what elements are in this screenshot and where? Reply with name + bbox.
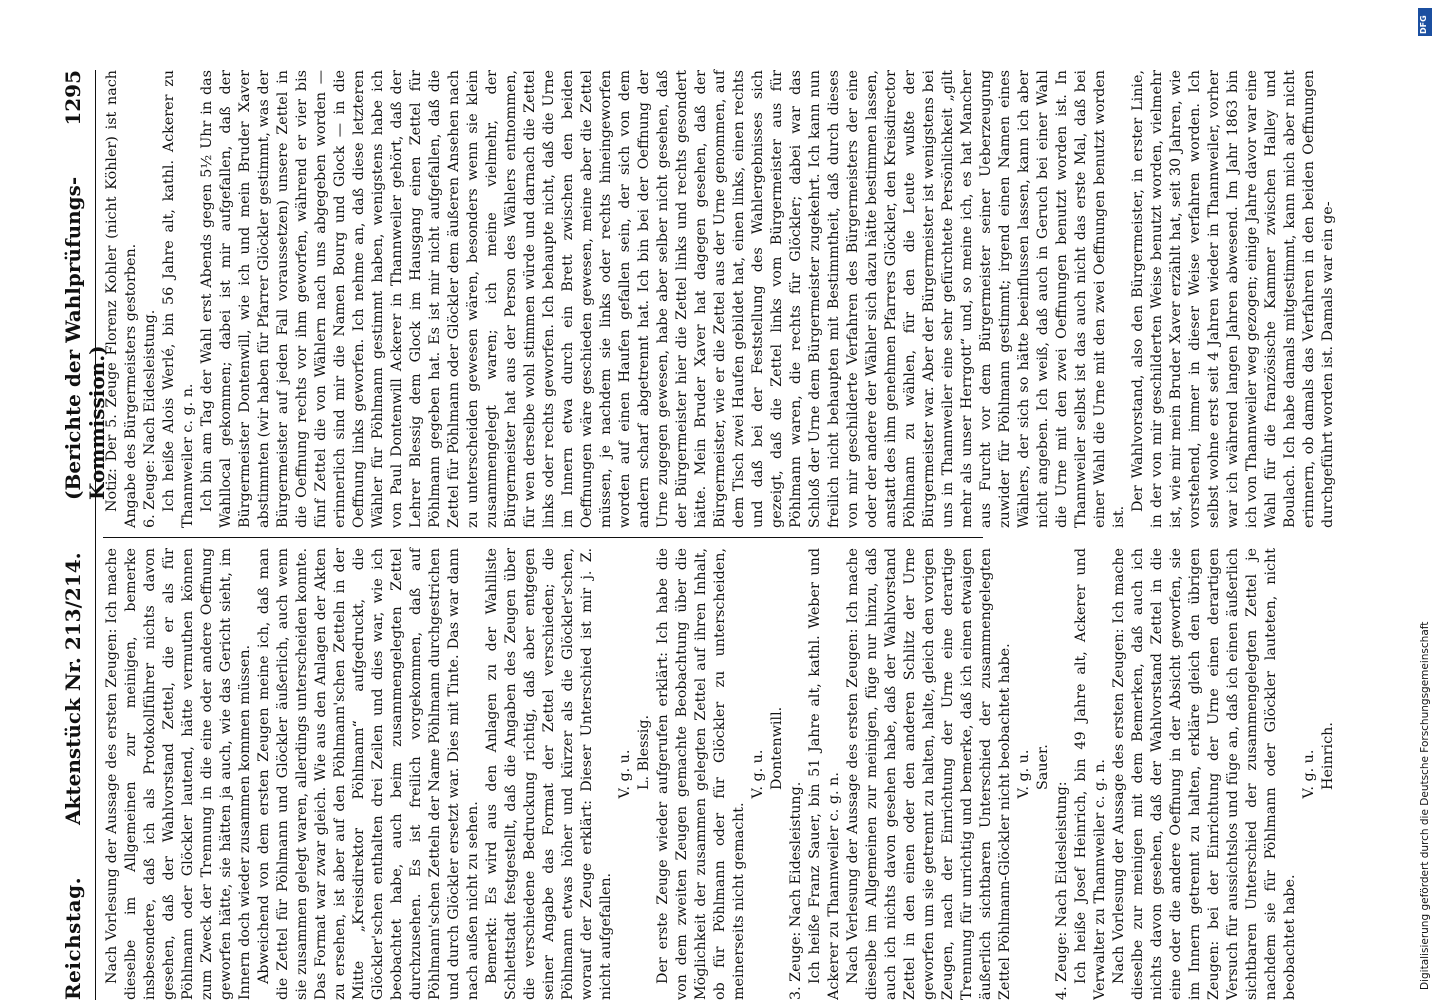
left-signature-mark: V. g. u. xyxy=(750,749,766,799)
left-paragraph: Abweichend von dem ersten Zeugen meine ich, daß man die Zettel für Pöhlmann und Glöckler äußerlich, auch wenn sie zusammen gelegt waren, allerdings unterscheiden konnte. Das Format war zwar gleich. Wie aus den Anlagen der Akten zu ersehen, ist aber auf den Pöhlmann'schen Zetteln in der Mitte „Kreisdirektor Pöhlmann“ aufgedruckt, die Glöckler'schen enthalten drei Zeilen und dies war, wie ich beobachtet habe, auch beim zusammengelegten Zettel durchzusehen. Es ist freilich vorgekommen, daß auf Pöhlmann'schen Zetteln der Name Pöhlmann durchgestrichen und durch Glöckler ersetzt war. Dies mit Tinte. Das war dann nach außen nicht zu sehen. xyxy=(256,548,481,1000)
right-paragraph: Notiz: Der 5. Zeuge Florenz Kohler (nicht Köhler) ist nach Angabe des Bürgermeisters gestorben. xyxy=(104,70,139,528)
page-number: 1295 xyxy=(61,70,85,126)
left-signature-name: Heinrich. xyxy=(1320,722,1336,790)
left-paragraph: Der erste Zeuge wieder aufgerufen erklärt: Ich habe die von dem zweiten Zeugen gemachte Beobachtung über die Möglichkeit der zusammen gelegten Zettel auf ihren Inhalt, ob für Pöhlmann oder für Glöckler zu unterscheiden, meinerseits nicht gemacht. xyxy=(655,548,747,1000)
header-aktenstueck: Aktenstück Nr. 213/214. xyxy=(61,552,85,825)
left-paragraph: Nach Vorlesung der Aussage des ersten Zeugen: Ich mache dieselbe zur meinigen mit dem Bemerken, daß auch ich nichts davon gesehen, daß der Wahlvorstand Zettel in die eine oder die andere Oeffnung in der Absicht geworfen, sie im Innern getrennt zu halten, erkläre gleich den übrigen Zeugen: bei der Einrichtung der Urne einen derartigen Versuch für aussichtslos und füge an, daß ich einen äußerlich sichtbaren Unterschied der zusammengelegten Zettel je nachdem sie für Pöhlmann oder Glöckler lauteten, nicht beobachtet habe. xyxy=(1111,548,1298,1000)
left-signature-name: Sauer. xyxy=(1035,744,1051,790)
text-column-right xyxy=(103,70,1343,528)
digitization-note-text: Digitalisierung gefördert durch die Deutsche Forschungsgemeinschaft xyxy=(1419,621,1431,990)
right-paragraph: Der Wahlvorstand, also den Bürgermeister, in erster Linie, in der von mir geschilderten Weise benutzt worden, vielmehr ist, wie mir mein Bruder Xaver erzählt hat, seit 30 Jahren, wie vorstehend, immer in dieser Weise verfahren worden. Ich selbst wohne erst seit 4 Jahren wieder in Thannweiler, vorher war ich während langen Jahren abwesend. Im Jahr 1863 bin ich von Thannweiler weg gezogen; einige Jahre davor war eine Wahl für die französische Kammer zwischen Halley und Boulach. Ich habe damals mitgestimmt, kann mich aber nicht erinnern, ob damals das Verfahren in den beiden Oeffnungen durchgeführt worden ist. Damals war ein ge- xyxy=(1130,70,1336,528)
left-paragraph: Nach Verlesung der Aussage des ersten Zeugen: Ich mache dieselbe im Allgemeinen zur meinigen, füge nur hinzu, daß auch ich nichts davon gesehen habe, daß der Wahlvorstand Zettel in den einen oder den anderen Schlitz der Urne geworfen um sie getrennt zu halten, halte, gleich den vorigen Zeugen, nach der Einrichtung der Urne eine derartige Trennung für unrichtig und bemerke, daß ich einen etwaigen äußerlich sichtbaren Unterschied der zusammengelegten Zettel Pöhlmann-Glöckler nicht beobachtet habe. xyxy=(845,548,1013,1000)
left-witness-heading: 3. Zeuge: Nach Eidesleistung. xyxy=(788,781,804,1000)
left-signature-mark: V. g. u. xyxy=(617,749,633,799)
left-signature-name: L. Blessig. xyxy=(636,714,652,790)
left-paragraph: Ich heiße Josef Heinrich, bin 49 Jahre alt, Ackerer und Verwalter zu Thannweiler c. g. n. xyxy=(1073,548,1108,1000)
left-signature-name: Dontenwill. xyxy=(769,706,785,790)
header-commission: (Berichte der Wahlprüfungs-Kommission.) xyxy=(61,176,109,500)
column-divider xyxy=(103,537,983,538)
document-page xyxy=(55,70,1405,1000)
dfg-logo-icon: DFG xyxy=(1418,8,1432,36)
right-paragraph: Ich bin am Tag der Wahl erst Abends gegen 5½ Uhr in das Wahllocal gekommen; dabei ist mir aufgefallen, daß der Bürgermeister Dontenwill, wie ich und mein Bruder Xaver abstimmten (wir haben für Pfarrer Glöckler gestimmt, was der Bürgermeister auf jeden Fall voraussetzen) unsere Zettel in die Oeffnung rechts vor ihm geworfen, während er vier bis fünf Zettel die von Wählern nach uns abgegeben worden — erinnerlich sind mir die Namen Bourg und Glock — in die Oeffnung links geworfen. Ich nehme an, daß diese letzteren Wähler für Pöhlmann gestimmt haben, wenigstens habe ich von Paul Dontenwill Ackerer in Thannweiler gehört, daß der Lehrer Blessig dem Glock im Hausgang einen Zettel für Pöhlmann gegeben hat. Es ist mir nicht aufgefallen, daß die Zettel für Pöhlmann oder Glöckler dem äußeren Ansehen nach zu unterscheiden gewesen wären, besonders wenn sie klein zusammengelegt waren; ich meine vielmehr, der Bürgermeister hat aus der Person des Wählers entnommen, für wen derselbe wohl stimmen würde und darnach die Zettel links oder rechts geworfen. Ich behaupte nicht, daß die Urne im Innern etwa durch ein Brett zwischen den beiden Oeffnungen wäre geschieden gewesen, meine aber die Zettel müssen, je nachdem sie links oder rechts hineingeworfen worden auf einen Haufen gefallen sein, der sich von dem andern scharf abgetrennt hat. Ich bin bei der Oeffnung der Urne zugegen gewesen, habe aber selber nicht gesehen, daß der Bürgermeister hier die Zettel links und rechts gesondert hätte. Mein Bruder Xaver hat dagegen gesehen, daß der Bürgermeister, wie er die Zettel aus der Urne genommen, auf dem Tisch zwei Haufen gebildet hat, einen links, einen rechts und daß bei der Feststellung des Wahlergebnisses sich gezeigt, daß die Zettel links vom Bürgermeister aus für Pöhlmann waren, die rechts für Glöckler; dabei war das Schloß der Urne dem Bürgermeister zugekehrt. Ich kann nun freilich nicht behaupten mit Bestimmtheit, daß durch dieses von mir geschilderte Verfahren des Bürgermeisters der eine oder der andere der Wähler sich dazu hätte bestimmen lassen, anstatt des ihm genehmen Pfarrers Glöckler, den Kreisdirector Pöhlmann zu wählen, für den die Leute wußte der Bürgermeister war. Aber der Bürgermeister ist wenigstens bei uns in Thannweiler eine sehr gefürchtete Persönlichkeit „gilt mehr als unser Herrgott“ und, so meine ich, es hat Mancher aus Furcht vor dem Bürgermeister seiner Ueberzeugung zuwider für Pöhlmann gestimmt; irgend einen Namen eines Wählers, der sich so hätte beeinflussen lassen, kann ich aber nicht angeben. Ich weiß, daß auch in Geruch bei einer Wahl die Urne mit den zwei Oeffnungen benutzt worden ist. In Thannweiler selbst ist das auch nicht das erste Mal, daß bei einer Wahl die Urne mit den zwei Oeffnungen benutzt worden ist. xyxy=(199,70,1127,528)
header-reichstag: Reichstag. xyxy=(61,876,85,1000)
left-signature-mark: V. g. u. xyxy=(1016,749,1032,799)
left-witness-heading: 4. Zeuge: Nach Eidesleistung: xyxy=(1054,781,1070,1000)
left-paragraph: Ich heiße Franz Sauer, bin 51 Jahre alt, kathl. Weber und Ackerer zu Thannweiler c. g. n. xyxy=(807,548,842,1000)
left-paragraph: Bemerkt: Es wird aus den Anlagen zu der Wahlliste Schlettstadt festgestellt, daß die Angaben des Zeugen über die verschiedene Bedruckung richtig, daß aber entgegen seiner Angabe das Format der Zettel verschieden; die Pöhlmann etwas höher und kürzer als die Glöckler'schen, worauf der Zeuge erklärt: Dieser Unterschied ist mir j. Z. nicht aufgefallen. xyxy=(484,548,614,1000)
left-signature-mark: V. g. u. xyxy=(1301,749,1317,799)
right-paragraph: Ich heiße Alois Werlé, bin 56 Jahre alt, kathl. Ackerer zu Thannweiler c. g. n. xyxy=(161,70,196,528)
left-paragraph: Nach Vorlesung der Aussage des ersten Zeugen: Ich mache dieselbe im Allgemeinen zur meinigen, bemerke insbesondere, daß ich als Protokollführer nichts davon gesehen, daß der Wahlvorstand Zettel, die er als für Pöhlmann oder Glöckler lautend, hätte vermuthen können zum Zweck der Trennung in die eine oder andere Oeffnung geworfen hätte, sie hätten ja auch, wie das Gericht sieht, im Innern doch wieder zusammen kommen müssen. xyxy=(104,548,253,1000)
right-witness-heading: 6. Zeuge: Nach Eidesleistung. xyxy=(142,309,158,528)
page-header xyxy=(55,70,109,1000)
digitization-note xyxy=(1418,10,1432,990)
text-column-left xyxy=(103,548,1343,1000)
